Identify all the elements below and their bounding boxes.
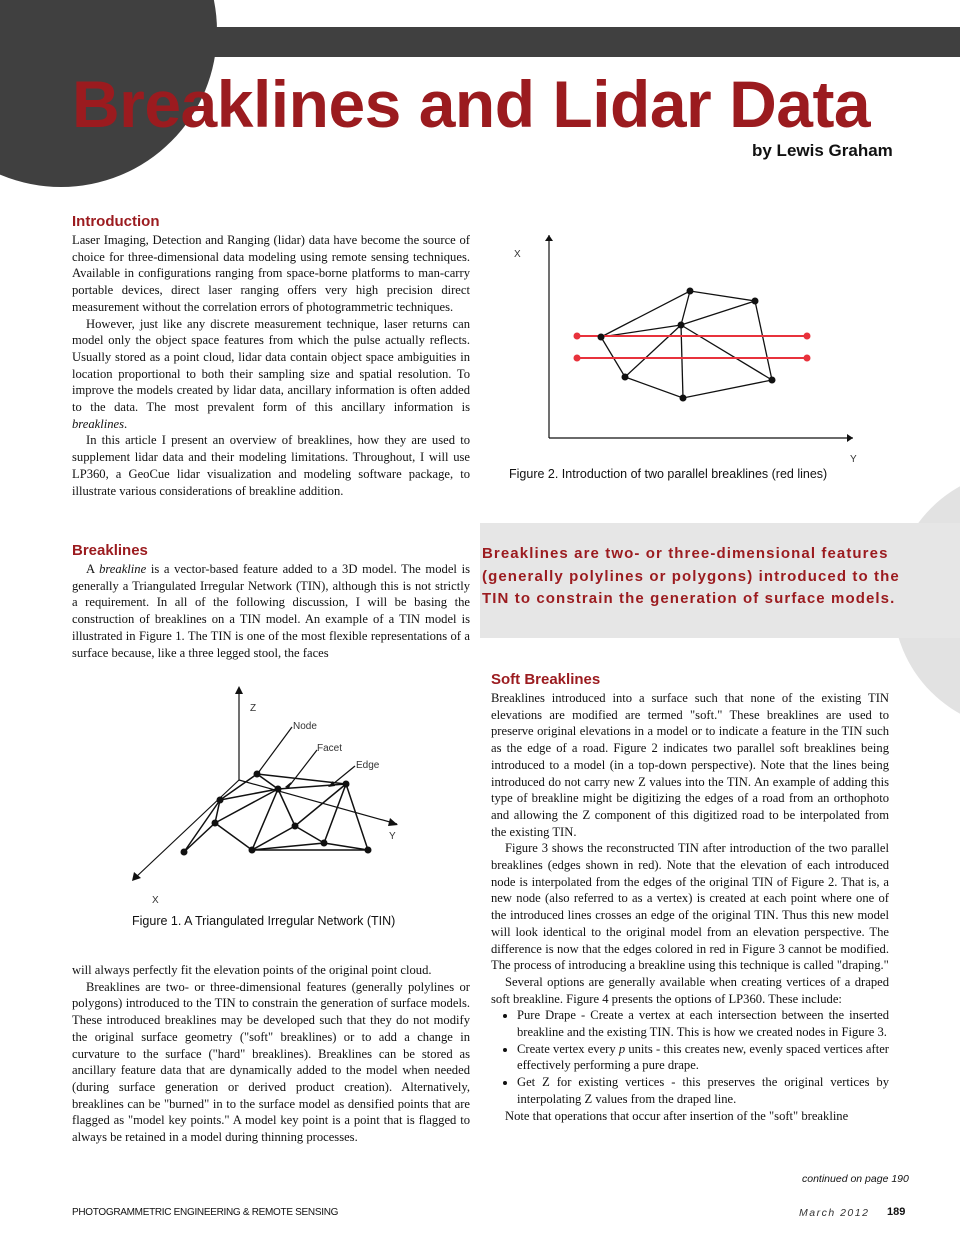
figure-2-y-axis-arrow bbox=[847, 434, 853, 442]
soft-paragraph-4: Note that operations that occur after insertion of the "soft" breakline bbox=[505, 1108, 849, 1123]
breaklines-heading: Breaklines bbox=[72, 542, 148, 559]
intro-heading: Introduction bbox=[72, 213, 160, 230]
figure-1-tin-edges bbox=[184, 774, 368, 852]
figure-1-edge-label: Edge bbox=[356, 760, 380, 771]
drape-option-get-z: • Get Z for existing vertices - this preserves the original vertices by interpolating Z values from the draped line. bbox=[517, 1074, 889, 1107]
figure-1-tin-nodes bbox=[181, 771, 372, 856]
soft-paragraph-2: Figure 3 shows the reconstructed TIN after introduction of the two parallel breaklines (edges shown in red). Note that the elevation of each introduced node is interpolated from the edges of the original TIN of Figure 2. That is, a new node (also referred to as a vertex) is created at each point where one of the introduced lines crosses an edge of the original TIN. Thus this new model will look identical to the original model from an elevation perspective. The difference is now that the edges colored in red in Figure 3 cannot be modified. The process of introducing a breakline using this technique is called "draping." bbox=[491, 841, 889, 973]
continued-note: continued on page 190 bbox=[802, 1173, 909, 1185]
soft-breaklines-body bbox=[491, 690, 889, 1124]
intro-p2-text: However, just like any discrete measurement technique, laser returns can model only the object space features from which the pulse actually reflects. Usually stored as a point cloud, lidar data contain object space ambiguities in location proportional to both their sampling size and spatial resolution. To improve the models created by lidar data, ancillary information is often added to the data. The most prevalent form of this ancillary information is bbox=[72, 316, 470, 415]
breaklines-body-bottom bbox=[72, 962, 470, 1146]
figure-2-tin-edges bbox=[601, 291, 772, 398]
soft-paragraph-1: Breaklines introduced into a surface such that none of the existing TIN elevations are modified are termed "soft." These breaklines are used to preserve original elevations in a model or to indicate a feature in the TIN such as the edge of a road. Figure 2 indicates two parallel soft breaklines being introduced to a model (in a top-down perspective). Note that the lines being introduced do not carry new Z values into the TIN. An example of adding this type of breakline might be digitizing the edges of a road from an orthophoto and allowing the Z component of this digitized road to be interpolated from the existing TIN. bbox=[491, 691, 889, 839]
drape-option-every-p-text-b: units - this creates new, evenly spaced vertices after effectively performing a pure drape. bbox=[517, 1041, 889, 1073]
pull-quote-text: Breaklines are two- or three-dimensional features (generally polylines or polygons) introduced to the TIN to constrain the generation of surface models. bbox=[482, 545, 900, 608]
figure-1-facet-label: Facet bbox=[317, 743, 343, 754]
figure-2-y-label: Y bbox=[850, 454, 857, 465]
breaklines-paragraph-1 bbox=[72, 561, 470, 661]
figure-2-x-axis-arrow bbox=[545, 235, 553, 241]
figure-2-caption: Figure 2. Introduction of two parallel breaklines (red lines) bbox=[509, 467, 828, 481]
drape-options-list bbox=[491, 1007, 889, 1107]
footer-date: March 2012 bbox=[799, 1207, 870, 1219]
drape-option-every-p bbox=[517, 1041, 889, 1074]
figure-1-y-label: Y bbox=[389, 831, 396, 842]
figure-2-breakline-2-end bbox=[804, 355, 811, 362]
soft-paragraph-3: Several options are generally available when creating vertices of a draped soft breakline. Figure 4 presents the options of LP360. These include: bbox=[491, 974, 889, 1006]
figure-1-diagram bbox=[120, 680, 420, 910]
intro-body bbox=[72, 232, 470, 499]
breaklines-body-top bbox=[72, 561, 470, 661]
drape-option-every-p-text-a: Create vertex every bbox=[517, 1041, 619, 1056]
figure-2-breakline-1-end bbox=[804, 333, 811, 340]
figure-1-node-label: Node bbox=[293, 721, 317, 732]
figure-1-z-axis-arrow bbox=[235, 686, 243, 694]
article-title: Breaklines and Lidar Data bbox=[72, 67, 871, 141]
intro-p2-end: . bbox=[124, 416, 128, 431]
footer-page-number: 189 bbox=[887, 1206, 906, 1218]
figure-2-x-label: X bbox=[514, 249, 521, 260]
figure-1-z-label: Z bbox=[250, 703, 257, 714]
author-byline: by Lewis Graham bbox=[752, 141, 893, 160]
breaklines-p1-text-b: is a vector-based feature added to a 3D model. The model is generally a Triangulated Irregular Network (TIN), although this is not strictly a requirement. In all of the following discussion, I will be basing the construction of breaklines on a TIN model. An example of a TIN model is illustrated in Figure 1. The TIN is one of the most flexible representations of a surface because, like a three legged stool, the faces bbox=[72, 562, 470, 660]
intro-paragraph-2 bbox=[72, 316, 470, 433]
breaklines-p1-text-a: A bbox=[86, 562, 100, 576]
drape-option-pure: • Pure Drape - Create a vertex at each intersection between the inserted breakline and the existing TIN. This is how we created nodes in Figure 3. bbox=[517, 1007, 889, 1040]
drape-option-every-p-emphasis: p bbox=[618, 1041, 626, 1056]
figure-2-breakline-1-start bbox=[574, 333, 581, 340]
intro-p2-emphasis: breaklines bbox=[72, 416, 124, 431]
figure-1-caption: Figure 1. A Triangulated Irregular Network (TIN) bbox=[132, 914, 396, 928]
soft-breaklines-heading: Soft Breaklines bbox=[491, 671, 601, 688]
figure-1-y-axis-arrow bbox=[388, 818, 398, 826]
intro-paragraph-3: In this article I present an overview of breaklines, how they are used to supplement lidar data and their modeling limitations. Throughout, I will use LP360, a GeoCue lidar visualization and modeling software package, to illustrate various considerations of breakline addition. bbox=[72, 433, 470, 498]
figure-2-diagram bbox=[505, 235, 865, 465]
intro-paragraph-1: Laser Imaging, Detection and Ranging (lidar) data have become the source of choice for three-dimensional data modeling using remote sensing techniques. Available in configurations ranging from space-borne platforms to man-carry portable devices, direct laser ranging offers very high precision direct measurement without the correlation errors of photogrammetric techniques. bbox=[72, 233, 470, 314]
breaklines-paragraph-1-continued: will always perfectly fit the elevation points of the original point cloud. bbox=[72, 963, 432, 977]
figure-2-breakline-2-start bbox=[574, 355, 581, 362]
breaklines-p1-emphasis: breakline bbox=[99, 562, 147, 576]
footer-journal-name: PHOTOGRAMMETRIC ENGINEERING & REMOTE SENSING bbox=[72, 1207, 339, 1218]
figure-1-x-label: X bbox=[152, 895, 159, 906]
breaklines-paragraph-2: Breaklines are two- or three-dimensional features (generally polylines or polygons) introduced to the TIN to constrain the generation of surface models. These introduced breaklines may be developed such that they do not modify the original surface geometry ("soft" breaklines) or to add a change in curvature to the surface ("hard" breaklines). Breaklines can be stored as ancillary feature data that are dynamically added to the model when needed (during surface generation or derived product creation). Alternatively, breaklines can be "burned" in to the surface model as densified points that are flagged as "model key points." A model key point is a point that is flagged to always be retained in a model during thinning processes. bbox=[72, 979, 470, 1145]
